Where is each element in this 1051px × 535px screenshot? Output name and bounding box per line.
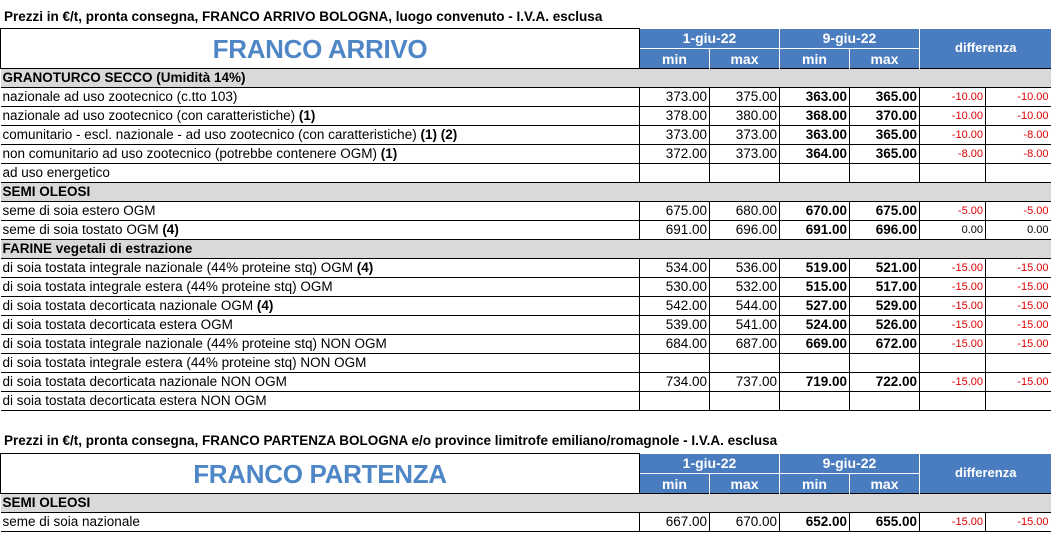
price-min-prev: 542.00 (640, 297, 710, 316)
diff-min: -10.00 (920, 88, 986, 107)
min-header: min (780, 49, 850, 69)
max-header: max (850, 49, 920, 69)
product-label (1, 145, 640, 164)
max-header: max (710, 49, 780, 69)
product-note: (1) (298, 108, 316, 123)
price-max-prev (710, 354, 780, 373)
price-min-prev: 684.00 (640, 335, 710, 354)
price-max-curr: 521.00 (850, 259, 920, 278)
price-min-curr (780, 164, 850, 183)
diff-min: -10.00 (920, 126, 986, 145)
section-header: SEMI OLEOSI (1, 183, 640, 202)
diff-min: -15.00 (920, 316, 986, 335)
product-note: (4) (162, 222, 179, 237)
price-max-prev: 532.00 (710, 278, 780, 297)
product-label (1, 316, 640, 335)
product-note: (1) (2) (420, 127, 458, 142)
section-header: GRANOTURCO SECCO (Umidità 14%) (1, 69, 640, 88)
franco-partenza-body (1, 494, 1051, 532)
table-row (1, 164, 1051, 183)
product-name: ad uso energetico (2, 165, 110, 180)
product-label (1, 278, 640, 297)
table-row (1, 259, 1051, 278)
price-min-curr (780, 354, 850, 373)
product-note: (4) (256, 298, 274, 313)
diff-min: -15.00 (920, 259, 986, 278)
section-header: FARINE vegetali di estrazione (1, 240, 640, 259)
section-header-row (1, 240, 1051, 259)
date-header-2: 9-giu-22 (780, 29, 920, 49)
price-max-curr (850, 392, 920, 411)
diff-min: -15.00 (920, 373, 986, 392)
price-min-prev: 534.00 (640, 259, 710, 278)
section-header: SEMI OLEOSI (1, 494, 640, 513)
price-max-prev: 536.00 (710, 259, 780, 278)
price-max-prev: 380.00 (710, 107, 780, 126)
differenza-header: differenza (920, 29, 1051, 69)
price-max-curr: 526.00 (850, 316, 920, 335)
diff-max: -8.00 (986, 145, 1051, 164)
diff-max: -5.00 (986, 202, 1051, 221)
price-min-curr: 364.00 (780, 145, 850, 164)
diff-max: -15.00 (986, 259, 1051, 278)
product-label (1, 513, 640, 532)
table-row (1, 126, 1051, 145)
section-header-filler (640, 69, 1051, 88)
price-max-curr (850, 164, 920, 183)
price-max-curr: 365.00 (850, 145, 920, 164)
table-row (1, 297, 1051, 316)
price-min-curr: 719.00 (780, 373, 850, 392)
franco-partenza-table (0, 453, 1051, 532)
product-label (1, 354, 640, 373)
max-header: max (710, 474, 780, 494)
price-min-prev: 539.00 (640, 316, 710, 335)
price-min-prev (640, 392, 710, 411)
diff-min (920, 164, 986, 183)
table-row (1, 221, 1051, 240)
table-row (1, 354, 1051, 373)
date-header-1: 1-giu-22 (640, 29, 780, 49)
diff-min (920, 392, 986, 411)
product-label (1, 221, 640, 240)
diff-min: 0.00 (920, 221, 986, 240)
diff-min: -15.00 (920, 278, 986, 297)
product-note: (4) (356, 260, 374, 275)
franco-arrivo-title: FRANCO ARRIVO (1, 29, 640, 69)
price-min-curr (780, 392, 850, 411)
product-label (1, 202, 640, 221)
section-header-row (1, 494, 1051, 513)
diff-min: -15.00 (920, 513, 986, 532)
diff-max: -15.00 (986, 297, 1051, 316)
diff-min (920, 354, 986, 373)
diff-max: -15.00 (986, 278, 1051, 297)
product-name: seme di soia tostato OGM (2, 222, 163, 237)
product-name: nazionale ad uso zootecnico (c.tto 103) (2, 89, 238, 104)
product-name: seme di soia estero OGM (2, 203, 156, 218)
product-name: di soia tostata integrale nazionale (44% proteine stq) OGM (2, 260, 357, 275)
price-max-curr: 529.00 (850, 297, 920, 316)
min-header: min (640, 474, 710, 494)
product-name: di soia tostata decorticata estera OGM (2, 317, 233, 332)
product-label (1, 373, 640, 392)
min-header: min (780, 474, 850, 494)
price-min-curr: 363.00 (780, 126, 850, 145)
min-header: min (640, 49, 710, 69)
section2-caption: Prezzi in €/t, pronta consegna, FRANCO PARTENZA BOLOGNA e/o province limitrofe emiliano/romagnole - I.V.A. esclusa (4, 433, 778, 448)
price-min-prev: 378.00 (640, 107, 710, 126)
table-row (1, 335, 1051, 354)
price-min-curr: 652.00 (780, 513, 850, 532)
price-min-curr: 368.00 (780, 107, 850, 126)
price-max-prev: 373.00 (710, 126, 780, 145)
product-name: comunitario - escl. nazionale - ad uso zootecnico (con caratteristiche) (2, 127, 421, 142)
diff-max: -10.00 (986, 107, 1051, 126)
diff-min: -8.00 (920, 145, 986, 164)
product-name: di soia tostata integrale estera (44% proteine stq) NON OGM (2, 355, 367, 370)
price-min-prev: 734.00 (640, 373, 710, 392)
price-max-curr: 365.00 (850, 126, 920, 145)
diff-min: -15.00 (920, 297, 986, 316)
price-max-curr: 696.00 (850, 221, 920, 240)
product-label (1, 126, 640, 145)
product-label (1, 297, 640, 316)
diff-max: 0.00 (986, 221, 1051, 240)
product-label (1, 392, 640, 411)
price-min-curr: 527.00 (780, 297, 850, 316)
section-header-filler (640, 240, 1051, 259)
diff-max: -10.00 (986, 88, 1051, 107)
price-min-curr: 519.00 (780, 259, 850, 278)
diff-max (986, 164, 1051, 183)
price-min-prev: 691.00 (640, 221, 710, 240)
section-header-filler (640, 183, 1051, 202)
price-max-curr: 365.00 (850, 88, 920, 107)
diff-max: -15.00 (986, 373, 1051, 392)
diff-max: -15.00 (986, 316, 1051, 335)
diff-max: -15.00 (986, 513, 1051, 532)
product-name: seme di soia nazionale (2, 514, 140, 529)
table-row (1, 513, 1051, 532)
price-max-curr: 722.00 (850, 373, 920, 392)
price-max-curr: 675.00 (850, 202, 920, 221)
product-name: nazionale ad uso zootecnico (con caratteristiche) (2, 108, 299, 123)
product-label (1, 88, 640, 107)
section-header-row (1, 69, 1051, 88)
price-min-prev (640, 354, 710, 373)
diff-max: -15.00 (986, 335, 1051, 354)
section-header-filler (640, 494, 1051, 513)
franco-arrivo-body (1, 69, 1051, 411)
price-min-curr: 691.00 (780, 221, 850, 240)
table-row (1, 107, 1051, 126)
section-header-row (1, 183, 1051, 202)
date-header-2: 9-giu-22 (780, 454, 920, 474)
franco-partenza-title: FRANCO PARTENZA (1, 454, 640, 494)
table-row (1, 316, 1051, 335)
table-row (1, 392, 1051, 411)
table-row (1, 88, 1051, 107)
diff-max (986, 354, 1051, 373)
product-name: di soia tostata integrale nazionale (44% proteine stq) NON OGM (2, 336, 387, 351)
price-max-prev: 544.00 (710, 297, 780, 316)
differenza-header: differenza (920, 454, 1051, 494)
price-min-prev: 373.00 (640, 126, 710, 145)
price-max-curr: 517.00 (850, 278, 920, 297)
price-max-prev: 375.00 (710, 88, 780, 107)
price-max-prev: 737.00 (710, 373, 780, 392)
max-header: max (850, 474, 920, 494)
price-min-curr: 669.00 (780, 335, 850, 354)
product-label (1, 259, 640, 278)
price-max-prev: 541.00 (710, 316, 780, 335)
price-min-curr: 363.00 (780, 88, 850, 107)
diff-max: -8.00 (986, 126, 1051, 145)
product-name: di soia tostata decorticata nazionale OGM (2, 298, 257, 313)
diff-min: -10.00 (920, 107, 986, 126)
price-min-curr: 670.00 (780, 202, 850, 221)
price-min-curr: 515.00 (780, 278, 850, 297)
price-min-prev: 530.00 (640, 278, 710, 297)
price-min-prev (640, 164, 710, 183)
product-label (1, 335, 640, 354)
table-row (1, 202, 1051, 221)
price-max-prev: 670.00 (710, 513, 780, 532)
product-note: (1) (380, 146, 398, 161)
diff-min: -5.00 (920, 202, 986, 221)
price-min-prev: 675.00 (640, 202, 710, 221)
table-row (1, 278, 1051, 297)
price-max-prev (710, 164, 780, 183)
price-max-prev: 687.00 (710, 335, 780, 354)
product-name: non comunitario ad uso zootecnico (potrebbe contenere OGM) (2, 146, 381, 161)
product-name: di soia tostata decorticata estera NON OGM (2, 393, 267, 408)
table-row (1, 145, 1051, 164)
price-min-prev: 667.00 (640, 513, 710, 532)
price-max-prev: 373.00 (710, 145, 780, 164)
date-header-1: 1-giu-22 (640, 454, 780, 474)
price-min-prev: 372.00 (640, 145, 710, 164)
product-label (1, 107, 640, 126)
diff-max (986, 392, 1051, 411)
price-max-curr (850, 354, 920, 373)
price-min-curr: 524.00 (780, 316, 850, 335)
price-max-prev (710, 392, 780, 411)
product-name: di soia tostata integrale estera (44% proteine stq) OGM (2, 279, 333, 294)
price-max-prev: 680.00 (710, 202, 780, 221)
price-max-curr: 672.00 (850, 335, 920, 354)
price-max-prev: 696.00 (710, 221, 780, 240)
diff-min: -15.00 (920, 335, 986, 354)
product-label (1, 164, 640, 183)
product-name: di soia tostata decorticata nazionale NON OGM (2, 374, 287, 389)
table-row (1, 373, 1051, 392)
price-max-curr: 655.00 (850, 513, 920, 532)
section1-caption: Prezzi in €/t, pronta consegna, FRANCO ARRIVO BOLOGNA, luogo convenuto - I.V.A. esclusa (4, 9, 603, 24)
franco-arrivo-table (0, 28, 1051, 411)
price-max-curr: 370.00 (850, 107, 920, 126)
price-min-prev: 373.00 (640, 88, 710, 107)
